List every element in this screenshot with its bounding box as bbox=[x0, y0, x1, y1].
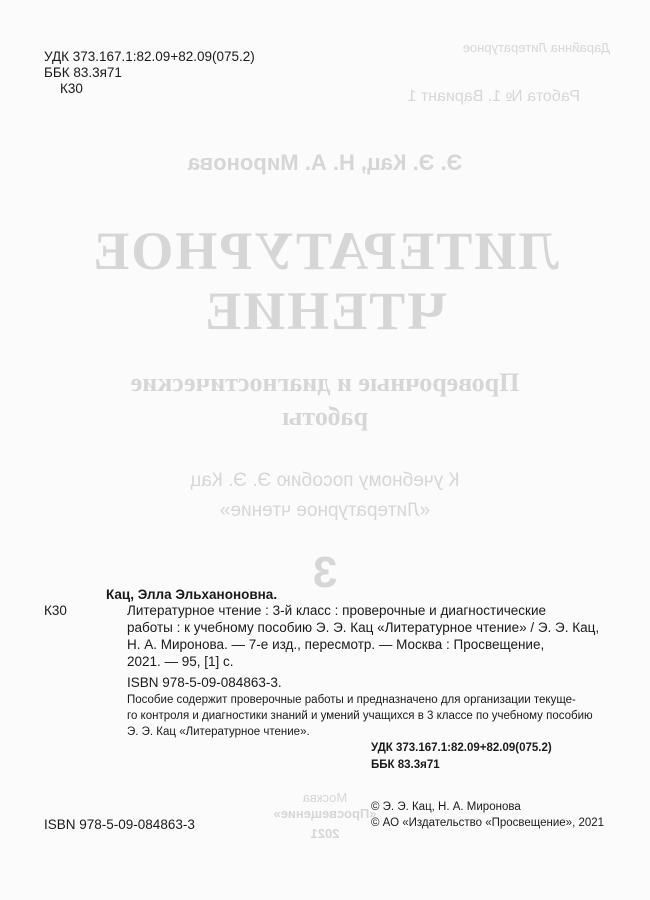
copyright-authors: © Э. Э. Кац, Н. А. Миронова bbox=[371, 801, 521, 813]
catalog-summary bbox=[127, 692, 603, 740]
ghost-title-line1: ЛИТЕРАТУРНОЕ bbox=[91, 221, 559, 281]
catalog-udk: УДК 373.167.1:82.09+82.09(075.2) bbox=[371, 742, 552, 754]
ghost-year: 2021 bbox=[310, 826, 340, 841]
ghost-to-line1: К учебному пособию Э. Э. Кац bbox=[190, 470, 460, 491]
udk-code: УДК 373.167.1:82.09+82.09(075.2) bbox=[44, 49, 255, 64]
catalog-author-sign: К30 bbox=[44, 603, 67, 618]
summary-line: го контроля и диагностики знаний и умений учащихся в 3 классе по учебному пособию bbox=[127, 710, 593, 722]
ghost-subtitle-line2: работы bbox=[282, 402, 368, 431]
copyright-publisher: © АО «Издательство «Просвещение», 2021 bbox=[371, 817, 605, 829]
footer-isbn: ISBN 978-5-09-084863-3 bbox=[44, 817, 195, 832]
ghost-subtitle-line1: Проверочные и диагностические bbox=[130, 368, 520, 397]
description-line: 2021. — 95, [1] с. bbox=[127, 654, 234, 669]
ghost-city: Москва bbox=[302, 790, 348, 805]
ghost-publisher: «Просвещение» bbox=[273, 806, 377, 821]
catalog-author: Кац, Элла Эльханоновна. bbox=[106, 587, 278, 602]
ghost-to-line2: «Литературное чтение» bbox=[219, 500, 431, 521]
bbk-code: ББК 83.3я71 bbox=[44, 65, 122, 80]
ghost-authors: Э. Э. Кац, Н. А. Миронова bbox=[187, 150, 463, 175]
ghost-header-line: Дарайнна Литературное bbox=[462, 40, 610, 55]
catalog-description bbox=[127, 602, 603, 670]
summary-line: Пособие содержит проверочные работы и предназначено для организации текуще- bbox=[127, 694, 576, 706]
description-line: Н. А. Миронова. — 7-е изд., пересмотр. — Москва : Просвещение, bbox=[127, 637, 545, 652]
ghost-title-line2: ЧТЕНИЕ bbox=[203, 281, 447, 341]
catalog-isbn: ISBN 978-5-09-084863-3. bbox=[127, 675, 282, 690]
ghost-grade: 3 bbox=[312, 548, 338, 597]
ghost-work-line: Работа № 1. Вариант 1 bbox=[407, 88, 580, 105]
catalog-bbk: ББК 83.3я71 bbox=[371, 759, 440, 771]
author-sign: К30 bbox=[60, 81, 83, 96]
summary-line: Э. Э. Кац «Литературное чтение». bbox=[127, 726, 310, 738]
description-line: Литературное чтение : 3-й класс : проверочные и диагностические bbox=[127, 603, 546, 618]
description-line: работы : к учебному пособию Э. Э. Кац «Литературное чтение» / Э. Э. Кац, bbox=[127, 620, 600, 635]
